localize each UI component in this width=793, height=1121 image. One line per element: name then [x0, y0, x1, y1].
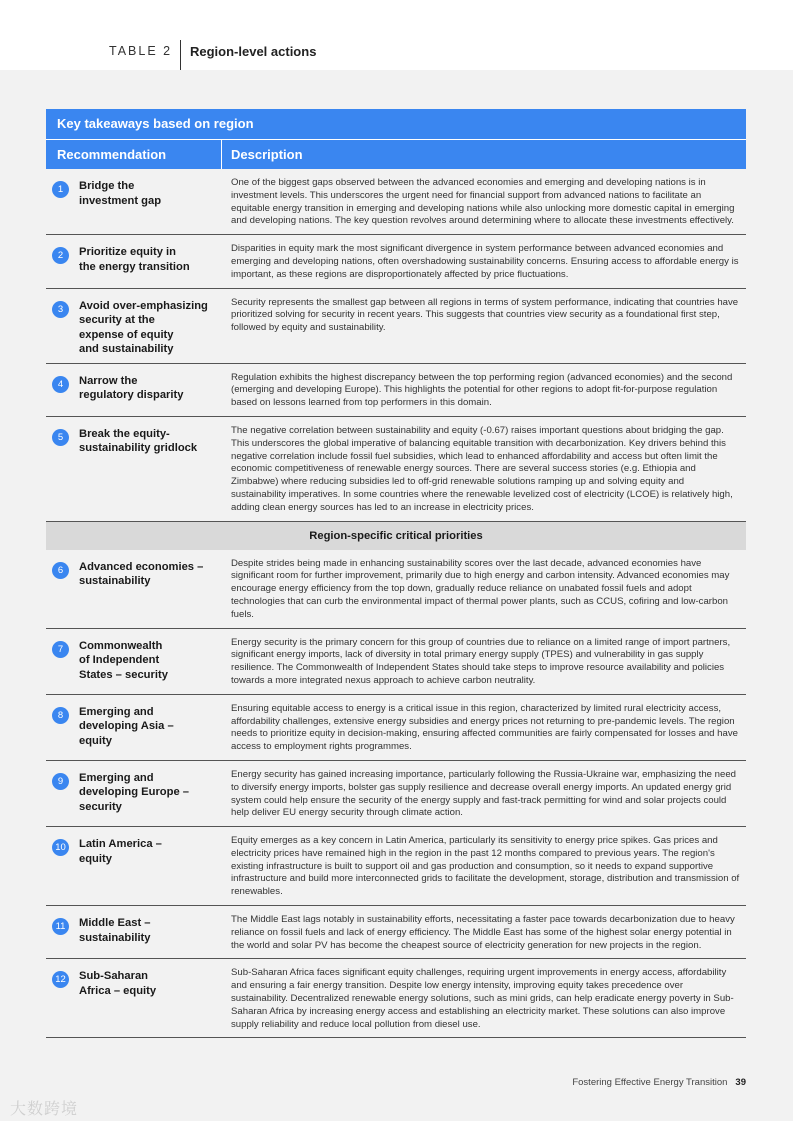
recommendation-cell	[46, 235, 222, 287]
recommendation-cell	[46, 417, 222, 521]
recommendation-text: Latin America – equity	[79, 838, 162, 865]
description-text: Regulation exhibits the highest discrepancy between the top performing region (advanced economies) and the second (emerging and developing Europe). This highlights the potential for other regions to adopt fit-for-purpose regulation based on lessons learned from top performers in this domain.	[231, 371, 733, 409]
section-header: Region-specific critical priorities	[46, 522, 746, 550]
recommendation-cell	[46, 629, 222, 694]
table-row	[46, 235, 746, 288]
table-header-row	[46, 139, 746, 169]
table-row	[46, 827, 746, 906]
recommendation-text: Break the equity- sustainability gridlock	[79, 427, 198, 455]
column-header-recommendation: Recommendation	[46, 140, 222, 169]
row-number-badge: 2	[52, 247, 69, 264]
takeaways-rows	[46, 169, 746, 522]
description-text: Despite strides being made in enhancing sustainability scores over the last decade, advanced economies have significant room for further improvement, primarily due to high energy and carbon intensity. Advanced economies may encourage energy efficiency from the top down, gradually reduce reliance on unabated fossil fuels and adopt technologies that can curb the environmental impact of thermal power plants, such as CCUS, cofiring and low-carbon fuels.	[231, 557, 730, 620]
table-row	[46, 695, 746, 761]
description-text: Equity emerges as a key concern in Latin America, particularly its sensitivity to energy price spikes. Gas prices and electricity prices have remained high in the region in the past 12 months compared to previous years. The region's existing infrastructure is built to support oil and gas production and consumption, so it needs to expand supportive infrastructure and build more interconnected grids to facilitate the development, storage, distribution and transmission of renewables.	[231, 835, 740, 898]
recommendation-text: Middle East – sustainability	[79, 917, 151, 944]
recommendation-cell	[46, 169, 222, 234]
watermark: 大数跨境	[10, 1101, 79, 1118]
recommendation-text: Narrow the regulatory disparity	[79, 374, 184, 402]
recommendation-text: Avoid over-emphasizing security at the expense of equity and sustainability	[79, 299, 208, 356]
table-row	[46, 550, 746, 629]
table-row	[46, 906, 746, 959]
description-text: Disparities in equity mark the most significant divergence in system performance between advanced economies and emerging and developing nations, often overshadowing sustainability concerns. Ensuring access to affordable energy is important, as these regions are disproportionately affected by price fluctuations.	[231, 243, 739, 280]
row-number-badge: 8	[52, 707, 69, 724]
table-row	[46, 761, 746, 827]
recommendation-text: Emerging and developing Asia – equity	[79, 705, 174, 747]
recommendation-cell	[46, 761, 222, 826]
row-number-badge: 6	[52, 562, 69, 579]
recommendation-cell	[46, 827, 222, 905]
table-caption: Key takeaways based on region	[46, 109, 746, 139]
table-row	[46, 169, 746, 235]
recommendation-text: Prioritize equity in the energy transition	[79, 246, 190, 273]
recommendation-cell	[46, 364, 222, 416]
row-number-badge: 12	[52, 971, 69, 988]
row-number-badge: 1	[52, 181, 69, 198]
row-number-badge: 5	[52, 429, 69, 446]
description-text: Sub-Saharan Africa faces significant equity challenges, requiring urgent improvements in energy access, affordability and ensuring a fair energy transition. Despite low energy intensity, improving equity takes precedence over sustainability. Decentralized renewable energy solutions, such as mini grids, can help eradicate energy poverty in Sub-Saharan Africa by increasing energy access and establishing an electricity market. These solutions can also improve supply reliability and reduce local pollution from diesel use.	[231, 967, 734, 1030]
row-number-badge: 7	[52, 641, 69, 658]
page-title: Region-level actions	[190, 44, 317, 59]
footer-report-title: Fostering Effective Energy Transition	[572, 1077, 728, 1088]
table-label: TABLE 2	[109, 44, 173, 58]
description-text: The negative correlation between sustainability and equity (-0.67) raises important questions about bridging the gap. This underscores the global imperative of balancing equitable transition with decarbonization. Key drivers behind this negative correlation include fossil fuel subsidies, which lead to enhanced affordability and access but often limit the economic competitiveness of renewable energy sources. There are several success stories (e.g. Ethiopia and Zimbabwe) where reducing subsidies led to off-grid renewable solutions ramping up and solving equity and sustainability imperatives. In some countries where the renewable levelized cost of electricity (LCOE) is relatively high, adding clean energy sources has led to an increase in electricity prices.	[231, 424, 733, 513]
description-text: Ensuring equitable access to energy is a critical issue in this region, characterized by limited rural electricity access, affordability challenges, extensive energy subsidies and energy prices not returning to pre-pandemic levels. The region needs to prioritize equity in decision-making, ensuring affected communities are fairly compensated for losses and have access to employment rights programmes.	[231, 702, 738, 753]
recommendation-text: Advanced economies – sustainability	[79, 560, 204, 588]
table-row	[46, 959, 746, 1038]
row-number-badge: 3	[52, 301, 69, 318]
recommendation-cell	[46, 695, 222, 760]
table-row	[46, 417, 746, 522]
recommendation-cell	[46, 289, 222, 363]
row-number-badge: 9	[52, 773, 69, 790]
row-number-badge: 11	[52, 918, 69, 935]
header-divider	[180, 40, 181, 70]
recommendation-cell	[46, 906, 222, 958]
page-footer	[572, 1077, 746, 1088]
regional-priority-rows	[46, 550, 746, 1039]
description-text: Energy security has gained increasing importance, particularly following the Russia-Ukraine war, emphasizing the need to diversify energy imports, bolster gas supply resilience and decrease overall energy imports. An updated energy grid system could help ensure the security of the energy supply and fast-track permitting for wind and solar projects could help deliver EU energy security through climate action.	[231, 768, 736, 819]
table-row	[46, 289, 746, 364]
row-number-badge: 10	[52, 839, 69, 856]
description-text: One of the biggest gaps observed between the advanced economies and emerging and developing nations is in investment levels. This underscores the urgent need for financial support from advanced nations to facilitate an equitable energy transition in emerging and developing nations while also unlocking more domestic capital in emerging and developing nations. The key question revolves around determining where to allocate these investments effectively.	[231, 177, 735, 227]
table-row	[46, 629, 746, 695]
recommendation-text: Emerging and developing Europe – security	[79, 771, 190, 813]
recommendation-text: Bridge the investment gap	[79, 180, 162, 207]
column-header-description: Description	[231, 147, 303, 162]
page-number: 39	[735, 1077, 746, 1088]
recommendation-cell	[46, 959, 222, 1037]
table-row	[46, 364, 746, 417]
row-number-badge: 4	[52, 376, 69, 393]
recommendation-text: Commonwealth of Independent States – security	[79, 639, 168, 681]
region-actions-table	[46, 109, 746, 1038]
recommendation-text: Sub-Saharan Africa – equity	[79, 970, 157, 997]
page-header	[0, 0, 793, 70]
description-text: Security represents the smallest gap between all regions in terms of system performance, indicating that countries have prioritized solving for security in recent years. This suggests that countries view security as a foundational first step, followed by equity and sustainability.	[231, 296, 739, 334]
description-text: The Middle East lags notably in sustainability efforts, necessitating a faster pace towards decarbonization due to heavy reliance on fossil fuels and lack of energy efficiency. The Middle East has some of the highest solar energy potential in the world and solar PV has become the cheapest source of electricity generation for new projects in the region.	[231, 914, 735, 951]
recommendation-cell	[46, 550, 222, 628]
description-text: Energy security is the primary concern for this group of countries due to reliance on a limited range of import partners, significant energy imports, lack of diversity in total primary energy supply (TPES) and vulnerability in gas supply resilience. The Commonwealth of Independent States should take steps to improve resource availability and policies towards a more integrated nexus approach to achieve carbon neutrality.	[231, 636, 731, 686]
